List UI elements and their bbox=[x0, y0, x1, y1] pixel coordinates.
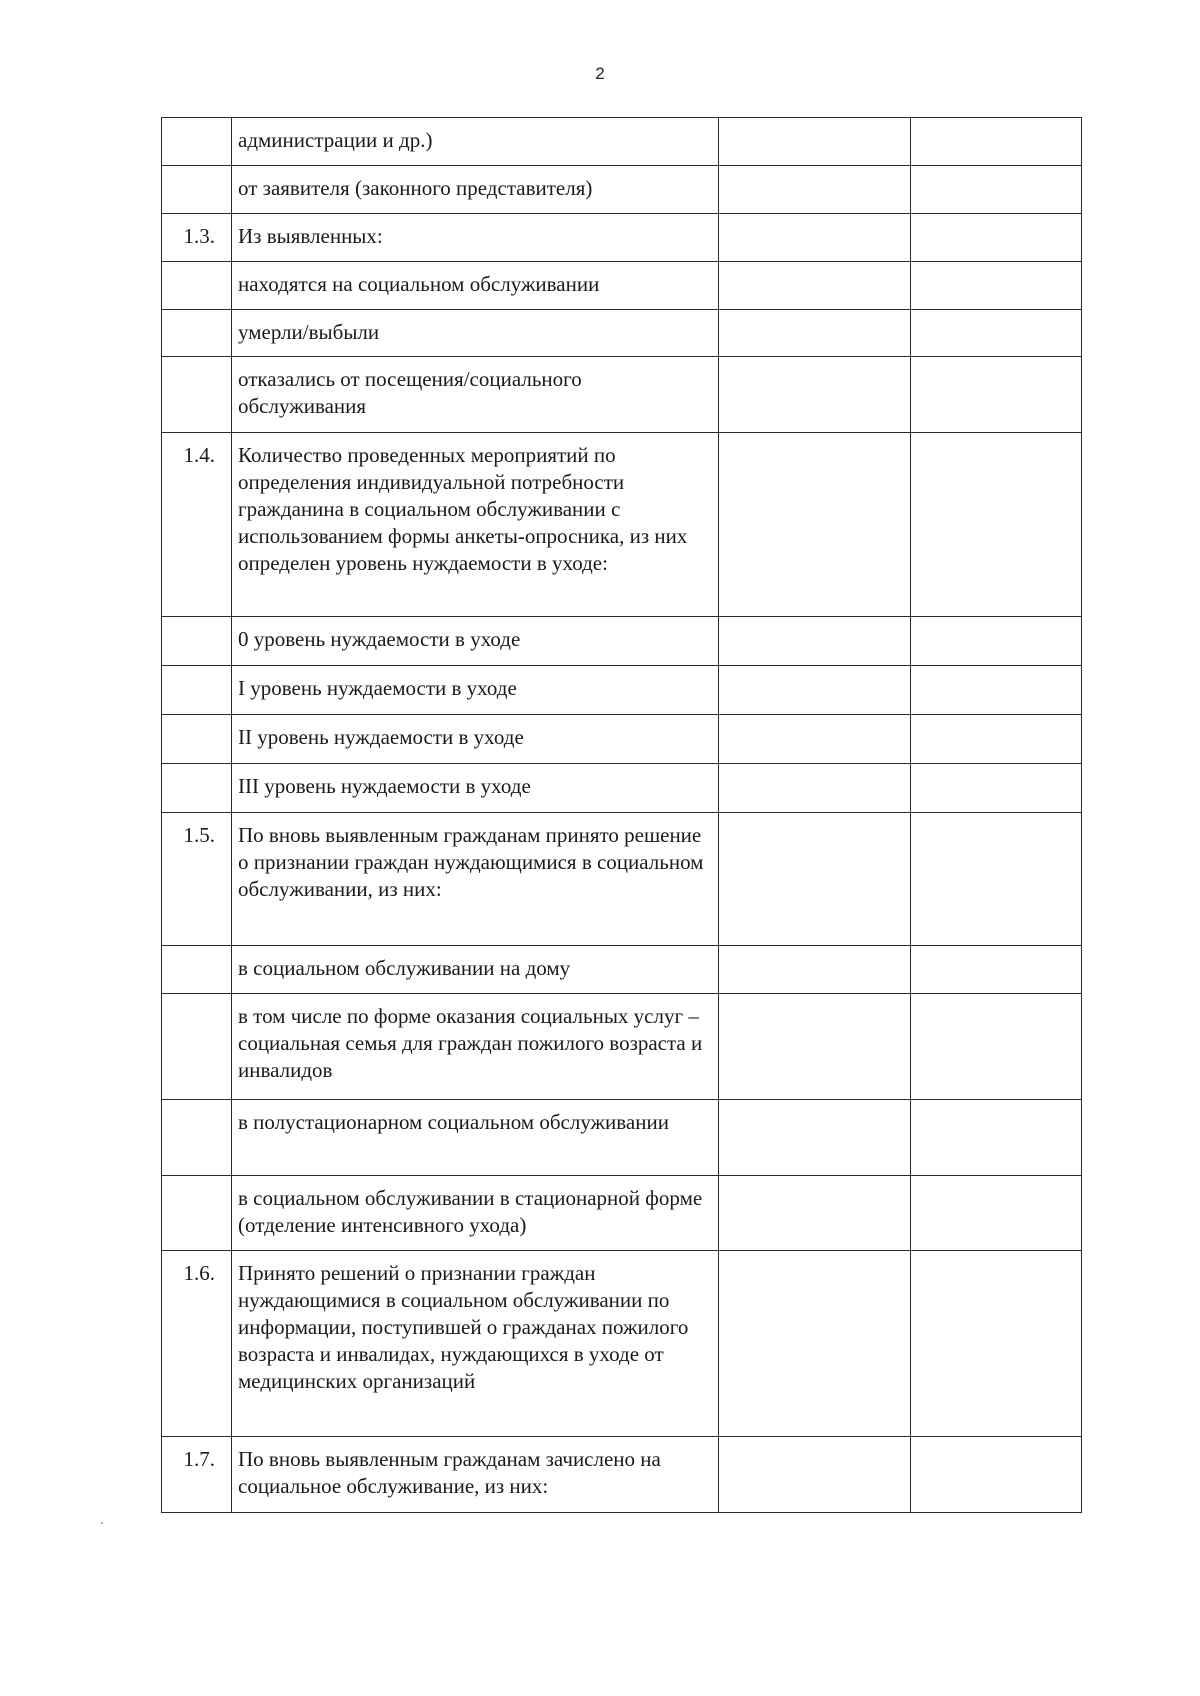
indicator-name-cell: в социальном обслуживании в стационарной форме (отделение интенсивного ухода) bbox=[232, 1176, 719, 1251]
value-cell-1 bbox=[719, 310, 911, 357]
table-row bbox=[162, 1176, 1082, 1251]
value-cell-2 bbox=[911, 433, 1082, 617]
value-cell-2 bbox=[911, 764, 1082, 813]
indicator-name-cell: III уровень нуждаемости в уходе bbox=[232, 764, 719, 813]
report-table-body bbox=[162, 118, 1082, 1513]
indicator-name-cell: умерли/выбыли bbox=[232, 310, 719, 357]
indicator-name-cell: в социальном обслуживании на дому bbox=[232, 946, 719, 994]
row-number-cell bbox=[162, 1100, 232, 1176]
table-row bbox=[162, 617, 1082, 666]
value-cell-1 bbox=[719, 262, 911, 310]
value-cell-1 bbox=[719, 666, 911, 715]
table-row bbox=[162, 1251, 1082, 1437]
value-cell-2 bbox=[911, 1100, 1082, 1176]
value-cell-1 bbox=[719, 1176, 911, 1251]
table-row bbox=[162, 166, 1082, 214]
value-cell-1 bbox=[719, 214, 911, 262]
page-number: 2 bbox=[595, 64, 605, 83]
row-number-cell bbox=[162, 715, 232, 764]
value-cell-2 bbox=[911, 813, 1082, 946]
value-cell-1 bbox=[719, 1251, 911, 1437]
table-row bbox=[162, 118, 1082, 166]
table-row bbox=[162, 262, 1082, 310]
table-row bbox=[162, 1437, 1082, 1513]
table-row bbox=[162, 994, 1082, 1100]
table-row bbox=[162, 946, 1082, 994]
value-cell-1 bbox=[719, 433, 911, 617]
value-cell-1 bbox=[719, 617, 911, 666]
row-number-cell: 1.4. bbox=[162, 433, 232, 617]
value-cell-2 bbox=[911, 1437, 1082, 1513]
row-number-cell bbox=[162, 994, 232, 1100]
row-number-cell bbox=[162, 666, 232, 715]
value-cell-2 bbox=[911, 994, 1082, 1100]
value-cell-2 bbox=[911, 715, 1082, 764]
value-cell-2 bbox=[911, 617, 1082, 666]
row-number-cell bbox=[162, 166, 232, 214]
indicator-name-cell: Количество проведенных мероприятий по определения индивидуальной потребности гражданина в социальном обслуживании с использованием формы анкеты-опросника, из них определен уровень нуждаемости в уходе: bbox=[232, 433, 719, 617]
row-number-cell bbox=[162, 1176, 232, 1251]
table-row bbox=[162, 310, 1082, 357]
scan-speck bbox=[101, 1522, 103, 1524]
row-number-cell bbox=[162, 310, 232, 357]
row-number-cell bbox=[162, 262, 232, 310]
table-row bbox=[162, 715, 1082, 764]
row-number-cell bbox=[162, 118, 232, 166]
value-cell-1 bbox=[719, 764, 911, 813]
value-cell-2 bbox=[911, 1176, 1082, 1251]
indicator-name-cell: 0 уровень нуждаемости в уходе bbox=[232, 617, 719, 666]
table-row bbox=[162, 357, 1082, 433]
table-row bbox=[162, 666, 1082, 715]
indicator-name-cell: I уровень нуждаемости в уходе bbox=[232, 666, 719, 715]
value-cell-1 bbox=[719, 715, 911, 764]
row-number-cell bbox=[162, 764, 232, 813]
value-cell-1 bbox=[719, 813, 911, 946]
row-number-cell: 1.6. bbox=[162, 1251, 232, 1437]
value-cell-1 bbox=[719, 1100, 911, 1176]
table-row bbox=[162, 1100, 1082, 1176]
value-cell-2 bbox=[911, 310, 1082, 357]
value-cell-2 bbox=[911, 357, 1082, 433]
value-cell-1 bbox=[719, 994, 911, 1100]
value-cell-2 bbox=[911, 118, 1082, 166]
row-number-cell bbox=[162, 617, 232, 666]
report-table bbox=[161, 117, 1082, 1513]
indicator-name-cell: отказались от посещения/социального обслуживания bbox=[232, 357, 719, 433]
value-cell-1 bbox=[719, 166, 911, 214]
value-cell-1 bbox=[719, 1437, 911, 1513]
table-row bbox=[162, 764, 1082, 813]
row-number-cell: 1.3. bbox=[162, 214, 232, 262]
indicator-name-cell: находятся на социальном обслуживании bbox=[232, 262, 719, 310]
indicator-name-cell: Из выявленных: bbox=[232, 214, 719, 262]
row-number-cell: 1.5. bbox=[162, 813, 232, 946]
value-cell-2 bbox=[911, 1251, 1082, 1437]
value-cell-2 bbox=[911, 262, 1082, 310]
row-number-cell bbox=[162, 946, 232, 994]
value-cell-1 bbox=[719, 946, 911, 994]
table-row bbox=[162, 813, 1082, 946]
indicator-name-cell: администрации и др.) bbox=[232, 118, 719, 166]
value-cell-2 bbox=[911, 946, 1082, 994]
value-cell-2 bbox=[911, 666, 1082, 715]
indicator-name-cell: в том числе по форме оказания социальных услуг – социальная семья для граждан пожилого возраста и инвалидов bbox=[232, 994, 719, 1100]
indicator-name-cell: По вновь выявленным гражданам принято решение о признании граждан нуждающимися в социальном обслуживании, из них: bbox=[232, 813, 719, 946]
value-cell-2 bbox=[911, 166, 1082, 214]
value-cell-1 bbox=[719, 118, 911, 166]
table-row bbox=[162, 433, 1082, 617]
value-cell-2 bbox=[911, 214, 1082, 262]
value-cell-1 bbox=[719, 357, 911, 433]
row-number-cell bbox=[162, 357, 232, 433]
indicator-name-cell: от заявителя (законного представителя) bbox=[232, 166, 719, 214]
table-row bbox=[162, 214, 1082, 262]
indicator-name-cell: По вновь выявленным гражданам зачислено на социальное обслуживание, из них: bbox=[232, 1437, 719, 1513]
row-number-cell: 1.7. bbox=[162, 1437, 232, 1513]
indicator-name-cell: II уровень нуждаемости в уходе bbox=[232, 715, 719, 764]
indicator-name-cell: в полустационарном социальном обслуживании bbox=[232, 1100, 719, 1176]
indicator-name-cell: Принято решений о признании граждан нуждающимися в социальном обслуживании по информации, поступившей о гражданах пожилого возраста и инвалидах, нуждающихся в уходе от медицинских организаций bbox=[232, 1251, 719, 1437]
